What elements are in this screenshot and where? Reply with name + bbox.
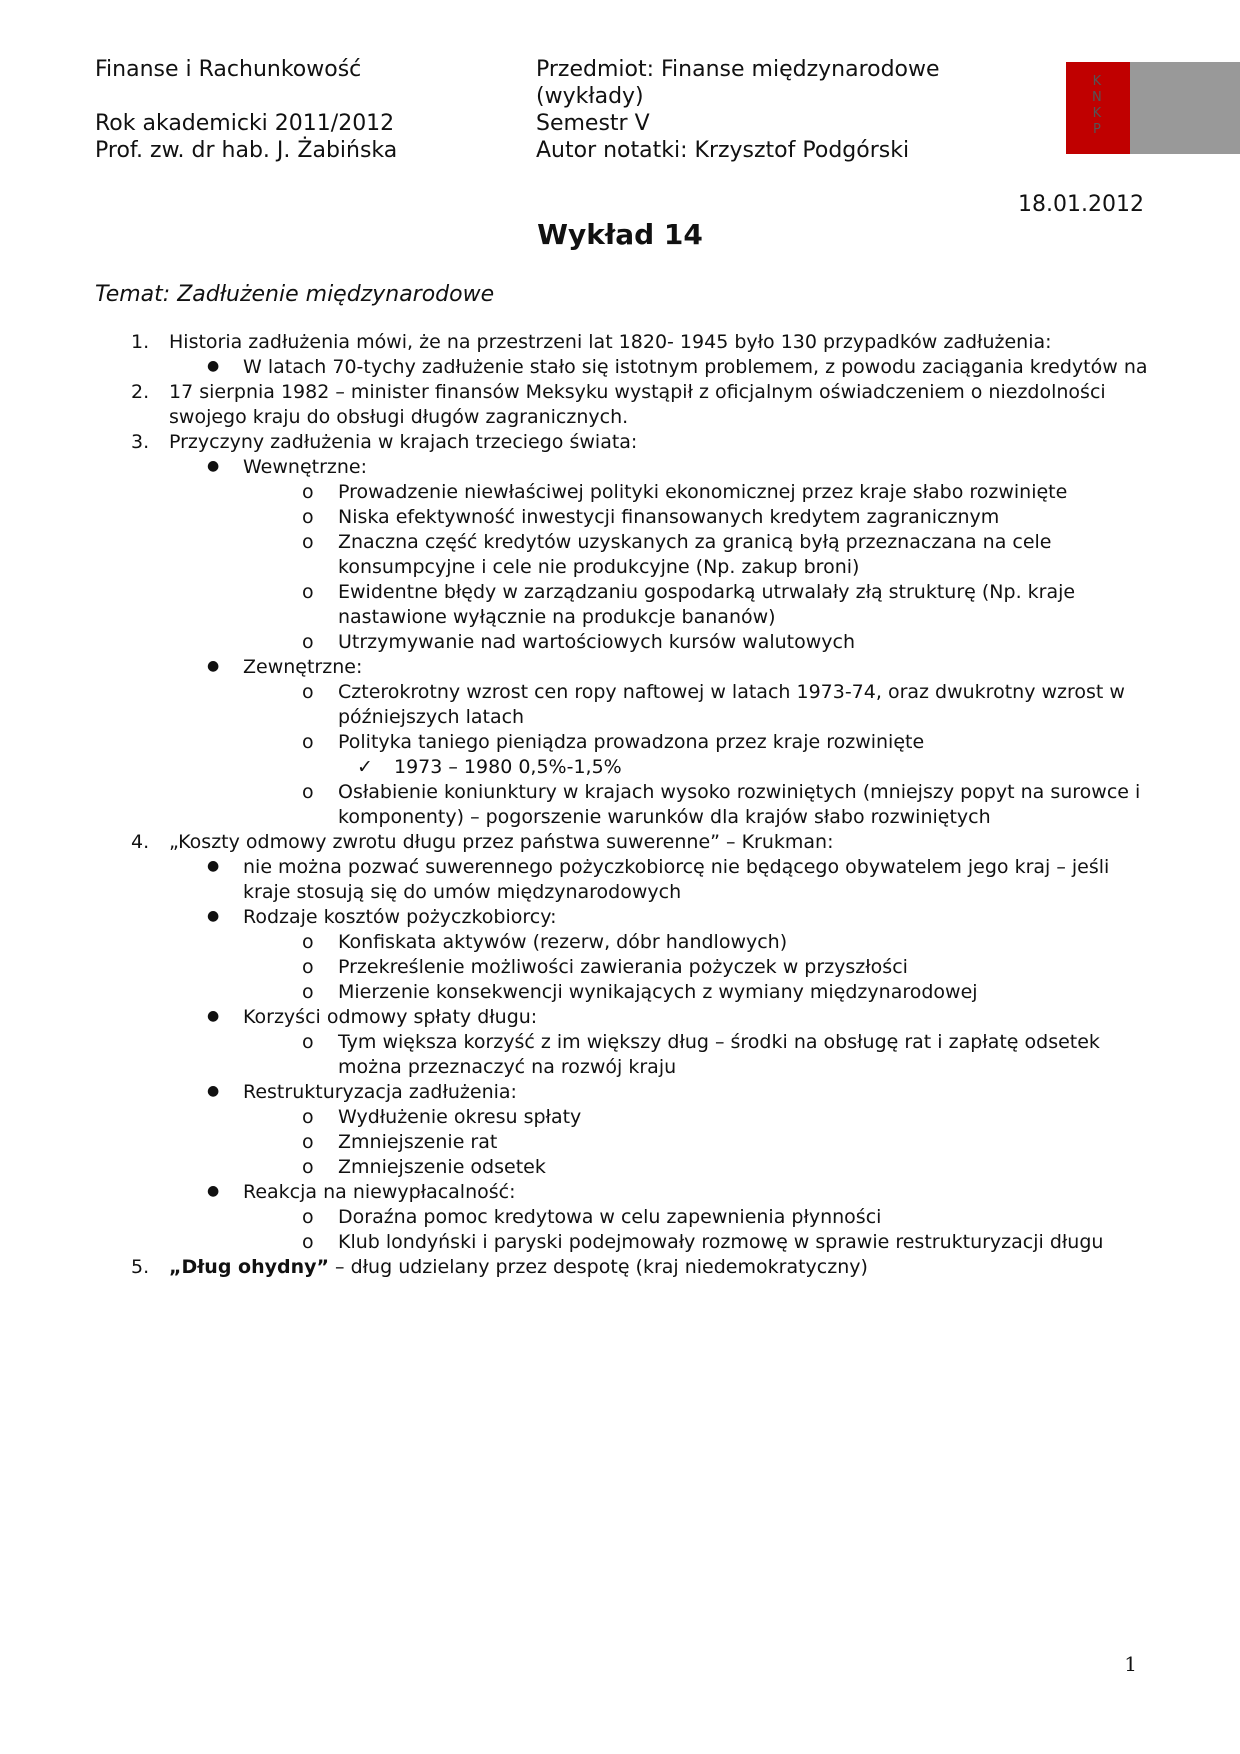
academic-year: Rok akademicki 2011/2012 bbox=[95, 111, 395, 136]
list-item bbox=[95, 730, 1155, 755]
list-item bbox=[95, 855, 1155, 905]
field-of-study: Finanse i Rachunkowość bbox=[95, 57, 362, 82]
item-text: W latach 70-tychy zadłużenie stało się istotnym problemem, z powodu zaciągania kredytów na bbox=[243, 356, 1148, 378]
item-number: 4. bbox=[131, 831, 150, 853]
item-text: Reakcja na niewypłacalność: bbox=[243, 1181, 516, 1203]
item-text: Rodzaje kosztów pożyczkobiorcy: bbox=[243, 906, 557, 928]
item-number: 5. bbox=[131, 1256, 150, 1278]
bullet-icon: ● bbox=[207, 658, 220, 674]
logo-grey-line bbox=[1130, 62, 1240, 154]
list-item bbox=[95, 355, 1155, 380]
item-text: Przyczyny zadłużenia w krajach trzeciego świata: bbox=[169, 431, 638, 453]
item-text: nie można pozwać suwerennego pożyczkobiorcę nie będącego obywatelem jego kraj – jeśli kraje stosują się do umów międzynarodowych bbox=[243, 856, 1110, 903]
notes-list bbox=[95, 330, 1155, 1280]
list-item bbox=[95, 1230, 1155, 1255]
list-item bbox=[95, 1105, 1155, 1130]
bullet-icon: ● bbox=[207, 358, 220, 374]
item-text: Restrukturyzacja zadłużenia: bbox=[243, 1081, 517, 1103]
item-number: 3. bbox=[131, 431, 150, 453]
item-text: Czterokrotny wzrost cen ropy naftowej w latach 1973-74, oraz dwukrotny wzrost w późniejszych latach bbox=[338, 681, 1125, 728]
list-item bbox=[95, 1205, 1155, 1230]
list-item bbox=[95, 380, 1155, 430]
list-item bbox=[95, 955, 1155, 980]
bullet-icon: ● bbox=[207, 858, 220, 874]
list-item bbox=[95, 480, 1155, 505]
item-text: Utrzymywanie nad wartościowych kursów walutowych bbox=[338, 631, 856, 653]
item-text: Konfiskata aktywów (rezerw, dóbr handlowych) bbox=[338, 931, 788, 953]
list-item bbox=[95, 1255, 1155, 1280]
header-left bbox=[95, 56, 397, 164]
bullet-icon: o bbox=[302, 981, 314, 1003]
logo-letters: K N K P bbox=[1092, 74, 1102, 137]
subject: Przedmiot: Finanse międzynarodowe bbox=[536, 57, 940, 82]
list-item bbox=[95, 680, 1155, 730]
list-item bbox=[95, 905, 1155, 930]
bullet-icon: o bbox=[302, 531, 314, 553]
note-author: Autor notatki: Krzysztof Podgórski bbox=[536, 138, 910, 163]
item-text: Historia zadłużenia mówi, że na przestrzeni lat 1820- 1945 było 130 przypadków zadłużenia: bbox=[169, 331, 1052, 353]
bullet-icon: o bbox=[302, 506, 314, 528]
item-keyword: „Dług ohydny” bbox=[169, 1256, 330, 1278]
list-item bbox=[95, 780, 1155, 830]
header-right bbox=[536, 56, 940, 164]
page-number: 1 bbox=[1124, 1652, 1137, 1676]
item-number: 1. bbox=[131, 331, 150, 353]
list-item bbox=[95, 330, 1155, 355]
item-text: Mierzenie konsekwencji wynikających z wymiany międzynarodowej bbox=[338, 981, 978, 1003]
list-item bbox=[95, 755, 1155, 780]
item-text: Wydłużenie okresu spłaty bbox=[338, 1106, 582, 1128]
item-text: Korzyści odmowy spłaty długu: bbox=[243, 1006, 538, 1028]
bullet-icon: ● bbox=[207, 1083, 220, 1099]
bullet-icon: ● bbox=[207, 908, 220, 924]
list-item bbox=[95, 455, 1155, 480]
item-text: Przekreślenie możliwości zawierania pożyczek w przyszłości bbox=[338, 956, 908, 978]
list-item bbox=[95, 1005, 1155, 1030]
bullet-icon: o bbox=[302, 481, 314, 503]
list-item bbox=[95, 830, 1155, 855]
bullet-icon: o bbox=[302, 931, 314, 953]
item-number: 2. bbox=[131, 381, 150, 403]
list-item bbox=[95, 430, 1155, 455]
item-text: Prowadzenie niewłaściwej polityki ekonomicznej przez kraje słabo rozwinięte bbox=[338, 481, 1068, 503]
list-item bbox=[95, 655, 1155, 680]
item-text: Tym większa korzyść z im większy dług – środki na obsługę rat i zapłatę odsetek można przeznaczyć na rozwój kraju bbox=[338, 1031, 1100, 1078]
item-text: Znaczna część kredytów uzyskanych za granicą byłą przeznaczana na cele konsumpcyjne i cele nie produkcyjne (Np. zakup broni) bbox=[338, 531, 1052, 578]
bullet-icon: o bbox=[302, 1031, 314, 1053]
item-text: Ewidentne błędy w zarządzaniu gospodarką utrwalały złą strukturę (Np. kraje nastawione wyłącznie na produkcje bananów) bbox=[338, 581, 1076, 628]
page-title: Wykład 14 bbox=[537, 218, 703, 251]
list-item bbox=[95, 980, 1155, 1005]
list-item bbox=[95, 1180, 1155, 1205]
item-text: Osłabienie koniunktury w krajach wysoko rozwiniętych (mniejszy popyt na surowce i komponenty) – pogorszenie warunków dla krajów słabo rozwiniętych bbox=[338, 781, 1141, 828]
checkmark-icon: ✓ bbox=[357, 756, 373, 778]
lecturer: Prof. zw. dr hab. J. Żabińska bbox=[95, 138, 398, 163]
subject-type: (wykłady) bbox=[536, 84, 644, 109]
list-item bbox=[95, 630, 1155, 655]
list-item bbox=[95, 1130, 1155, 1155]
knkp-logo bbox=[1066, 62, 1130, 154]
item-text: Polityka taniego pieniądza prowadzona przez kraje rozwinięte bbox=[338, 731, 925, 753]
bullet-icon: ● bbox=[207, 1008, 220, 1024]
bullet-icon: o bbox=[302, 1131, 314, 1153]
bullet-icon: o bbox=[302, 1231, 314, 1253]
list-item bbox=[95, 1155, 1155, 1180]
bullet-icon: o bbox=[302, 731, 314, 753]
item-text: Doraźna pomoc kredytowa w celu zapewnienia płynności bbox=[338, 1206, 882, 1228]
bullet-icon: o bbox=[302, 1106, 314, 1128]
bullet-icon: o bbox=[302, 581, 314, 603]
item-text: 17 sierpnia 1982 – minister finansów Meksyku wystąpił z oficjalnym oświadczeniem o niezdolności swojego kraju do obsługi długów zagranicznych. bbox=[169, 381, 1106, 428]
bullet-icon: o bbox=[302, 1156, 314, 1178]
item-text: Zmniejszenie rat bbox=[338, 1131, 498, 1153]
item-text: Wewnętrzne: bbox=[243, 456, 368, 478]
lecture-date: 18.01.2012 bbox=[1018, 192, 1144, 217]
list-item bbox=[95, 1030, 1155, 1080]
bullet-icon: o bbox=[302, 781, 314, 803]
item-text: „Koszty odmowy zwrotu długu przez państwa suwerenne” – Krukman: bbox=[169, 831, 834, 853]
bullet-icon: o bbox=[302, 1206, 314, 1228]
list-item bbox=[95, 1080, 1155, 1105]
topic: Temat: Zadłużenie międzynarodowe bbox=[95, 282, 495, 307]
list-item bbox=[95, 580, 1155, 630]
bullet-icon: o bbox=[302, 956, 314, 978]
list-item bbox=[95, 930, 1155, 955]
item-text: Klub londyński i paryski podejmowały rozmowę w sprawie restrukturyzacji długu bbox=[338, 1231, 1104, 1253]
item-text: Zmniejszenie odsetek bbox=[338, 1156, 546, 1178]
item-text: Zewnętrzne: bbox=[243, 656, 363, 678]
bullet-icon: o bbox=[302, 681, 314, 703]
item-text: Niska efektywność inwestycji finansowanych kredytem zagranicznym bbox=[338, 506, 1000, 528]
list-item bbox=[95, 530, 1155, 580]
bullet-icon: ● bbox=[207, 458, 220, 474]
semester: Semestr V bbox=[536, 111, 650, 136]
bullet-icon: ● bbox=[207, 1183, 220, 1199]
item-text: – dług udzielany przez despotę (kraj niedemokratyczny) bbox=[329, 1256, 868, 1278]
bullet-icon: o bbox=[302, 631, 314, 653]
list-item bbox=[95, 505, 1155, 530]
item-text: 1973 – 1980 0,5%-1,5% bbox=[394, 756, 622, 778]
